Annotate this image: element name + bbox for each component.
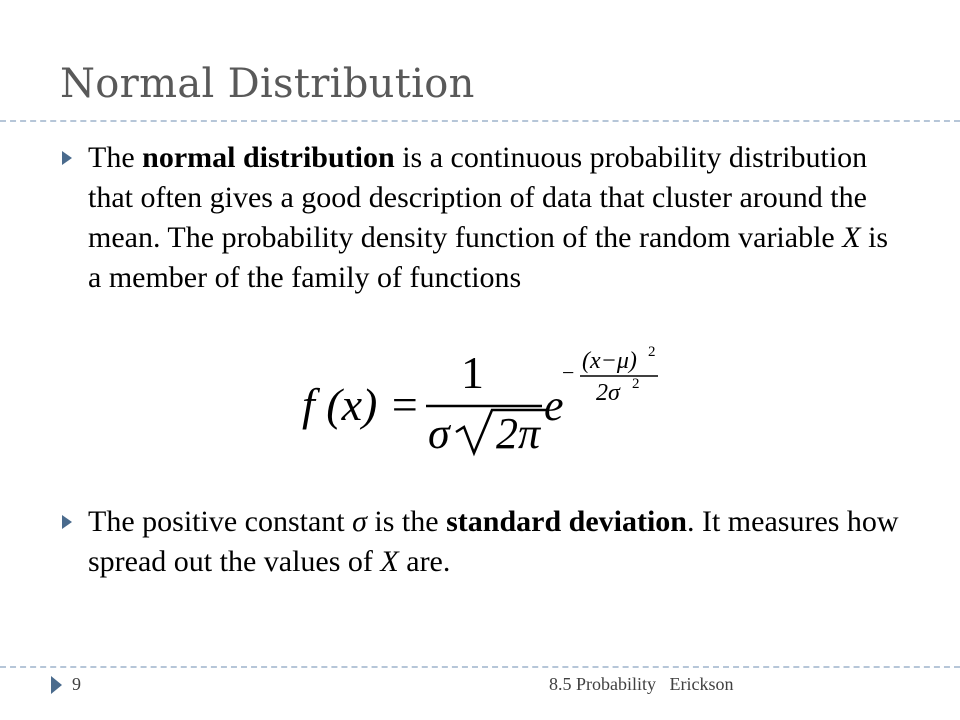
italic-variable: X <box>842 221 861 254</box>
footer-text: 8.5 Probability Erickson <box>549 674 734 694</box>
bullet-paragraph-2 <box>88 502 908 582</box>
footer-divider <box>0 666 960 668</box>
exponent-denominator-power: 2 <box>632 376 640 392</box>
formula-e: e <box>544 381 564 430</box>
formula-numerator: 1 <box>461 347 484 398</box>
bullet-triangle-icon <box>62 515 72 529</box>
sigma-symbol: σ <box>352 505 367 538</box>
exponent-numerator-power: 2 <box>648 344 656 360</box>
formula-lhs: f (x) = <box>302 379 420 430</box>
exponent-numerator: (x−μ) <box>582 348 637 374</box>
exponent-minus: − <box>562 360 575 385</box>
text-run: is a continuous probability distribution that often gives a good description of data that cluster around the mean. The probability density function of the random variable <box>88 141 868 254</box>
text-run: is the <box>366 505 447 538</box>
page-number: 9 <box>72 674 81 694</box>
italic-variable: X <box>380 545 399 578</box>
exponent-denominator: 2σ <box>596 380 620 406</box>
bullet-triangle-icon <box>62 151 72 165</box>
title-divider <box>0 120 960 122</box>
formula-two-pi: 2π <box>496 409 541 458</box>
bold-term: standard deviation <box>446 505 687 538</box>
bullet-paragraph-1 <box>88 138 908 298</box>
formula-sigma: σ <box>428 409 450 458</box>
text-run: The <box>88 141 143 174</box>
text-run: is a member of the family of functions <box>88 221 889 294</box>
text-run: . It measures how spread out the values of <box>88 505 899 578</box>
text-run: The positive constant <box>88 505 353 538</box>
normal-pdf-formula <box>296 338 676 468</box>
bold-term: normal distribution <box>142 141 395 174</box>
footer-triangle-icon <box>51 676 62 694</box>
text-run: are. <box>398 545 451 578</box>
slide-title: Normal Distribution <box>60 61 475 107</box>
